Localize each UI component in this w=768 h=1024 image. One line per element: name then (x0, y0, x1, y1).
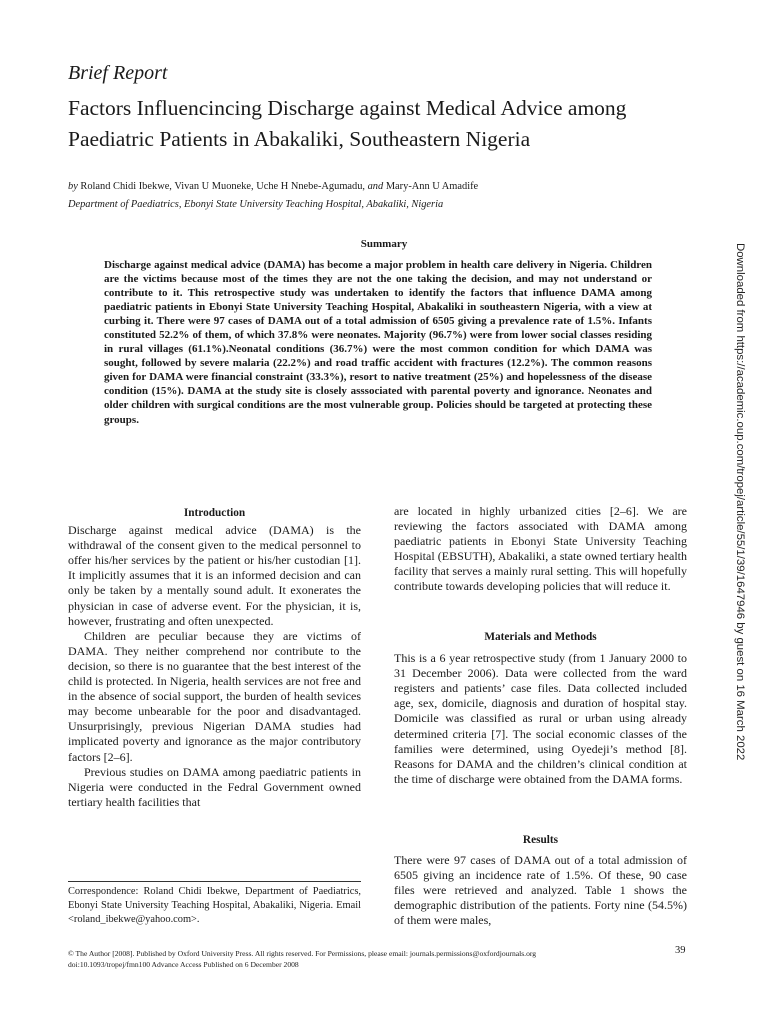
introduction-section (68, 506, 361, 810)
summary-heading: Summary (360, 238, 408, 250)
author-and: and (367, 181, 384, 192)
article-title: Factors Influencincing Discharge against Medical Advice among Paediatric Patients in Abakaliki, Southeastern Nigeria (68, 96, 627, 151)
methods-heading: Materials and Methods (484, 631, 597, 643)
author-names-last: Mary-Ann U Amadife (385, 181, 479, 192)
introduction-heading: Introduction (183, 507, 246, 519)
results-section (394, 833, 687, 929)
copyright-line: © The Author [2008]. Published by Oxford University Press. All rights reserved. For Permissions, please email: journals.permissions@oxfordjournals.org (68, 949, 537, 958)
doi-line: doi:10.1093/tropej/fmn100 Advance Access Published on 6 December 2008 (68, 960, 299, 969)
methods-section (394, 630, 687, 787)
copyright-footer (68, 948, 668, 970)
article-type-label: Brief Report (68, 62, 168, 84)
introduction-paragraph-3: Previous studies on DAMA among paediatric patients in Nigeria were conducted in the Fedral Government owned tertiary health facilities that (68, 764, 361, 809)
author-by: by (68, 181, 78, 192)
introduction-paragraph-2: Children are peculiar because they are victims of DAMA. They neither comprehend nor contribute to the decision, so there is no guarantee that the best interest of the child is protected. In Nigeria, health services are not free and in the absence of social support, the burden of health sevices may become unbearable for the poor and disadvantaged. Unsurprisingly, previous Nigerian DAMA studies had implicated poverty and ignorance as the major contributory factors [2–6]. (68, 628, 361, 764)
introduction-continued: are located in highly urbanized cities [2–6]. We are reviewing the factors associated with DAMA among paediatric patients in Ebonyi State University Teaching Hospital (EBSUTH), Abakaliki, a state owned tertiary health facility that serves a mainly rural setting. This will hopefully contribute towards developing policies that will reduce it. (394, 504, 687, 594)
results-heading: Results (522, 834, 559, 846)
page-number: 39 (675, 945, 686, 956)
footnote-rule (68, 881, 361, 882)
download-watermark-text: Downloaded from https://academic.oup.com/tropej/article/55/1/39/1647946 by guest on 16 March 2022 (734, 243, 746, 761)
author-names: Roland Chidi Ibekwe, Vivan U Muoneke, Uche H Nnebe-Agumadu, (80, 181, 365, 192)
affiliation: Department of Paediatrics, Ebonyi State University Teaching Hospital, Abakaliki, Nigeria (68, 199, 444, 210)
author-line (68, 181, 708, 192)
summary-text: Discharge against medical advice (DAMA) has become a major problem in health care delivery in Nigeria. Children are the victims because most of the times they are not the one taking the decision, and may not understand or contribute to it. This retrospective study was undertaken to identify the factors that influence DAMA among paediatric patients in Ebonyi State University Teaching Hospital, Abakaliki in southeastern Nigeria, with a view at curbing it. There were 97 cases of DAMA out of a total admission of 6505 giving a prevalence rate of 1.5%. Infants constituted 52.2% of them, of which 37.8% were neonates. Majority (96.7%) were from lower social classes residing in rural villages (61.1%).Neonatal conditions (36.7%) were the most common condition for which DAMA was sought, followed by severe malaria (22.2%) and road traffic accident with fractures (12.2%). The common reasons given for DAMA were financial constraint (33.3%), resort to native treatment (25%) and hopelessness of the disease condition (15%). DAMA at the study site is closely asssociated with parental poverty and ignorance. Neonates and older children with surgical conditions are the most vulnerable group. Policies should be targeted at protecting these groups. (104, 259, 652, 426)
introduction-paragraph-1: Discharge against medical advice (DAMA) is the withdrawal of the consent given to the medical personnel to offer his/her services by the patient or his/her custodian [1]. It implicitly assumes that it is an informed decision and can only be taken by a mentally sound adult. It exonerates the physician in case of adverse event. For the physician, it is, however, frustrating and often unexpected. (68, 523, 361, 628)
correspondence-note: Correspondence: Roland Chidi Ibekwe, Department of Paediatrics, Ebonyi State University Teaching Hospital, Abakaliki, Nigeria. Email <roland_ibekwe@yahoo.com>. (68, 886, 361, 926)
results-paragraph: There were 97 cases of DAMA out of a total admission of 6505 giving an incidence rate of 1.5%. Of these, 90 case files were retrieved and analyzed. Table 1 shows the demographic distribution of the patients. Forty nine (54.5%) of them were males, (394, 853, 687, 928)
methods-paragraph: This is a 6 year retrospective study (from 1 January 2000 to 31 December 2006). Data were collected from the ward registers and patients’ case files. Data collected included age, sex, domicile, diagnosis and duration of hospital stay. Domicile was classified as rural or urban using already determined criteria [7]. The social economic classes of the families were determined, using Oyedeji’s method [8]. Reasons for DAMA and the children’s clinical condition at the time of discharge were obtained from the DAMA forms. (394, 651, 687, 786)
